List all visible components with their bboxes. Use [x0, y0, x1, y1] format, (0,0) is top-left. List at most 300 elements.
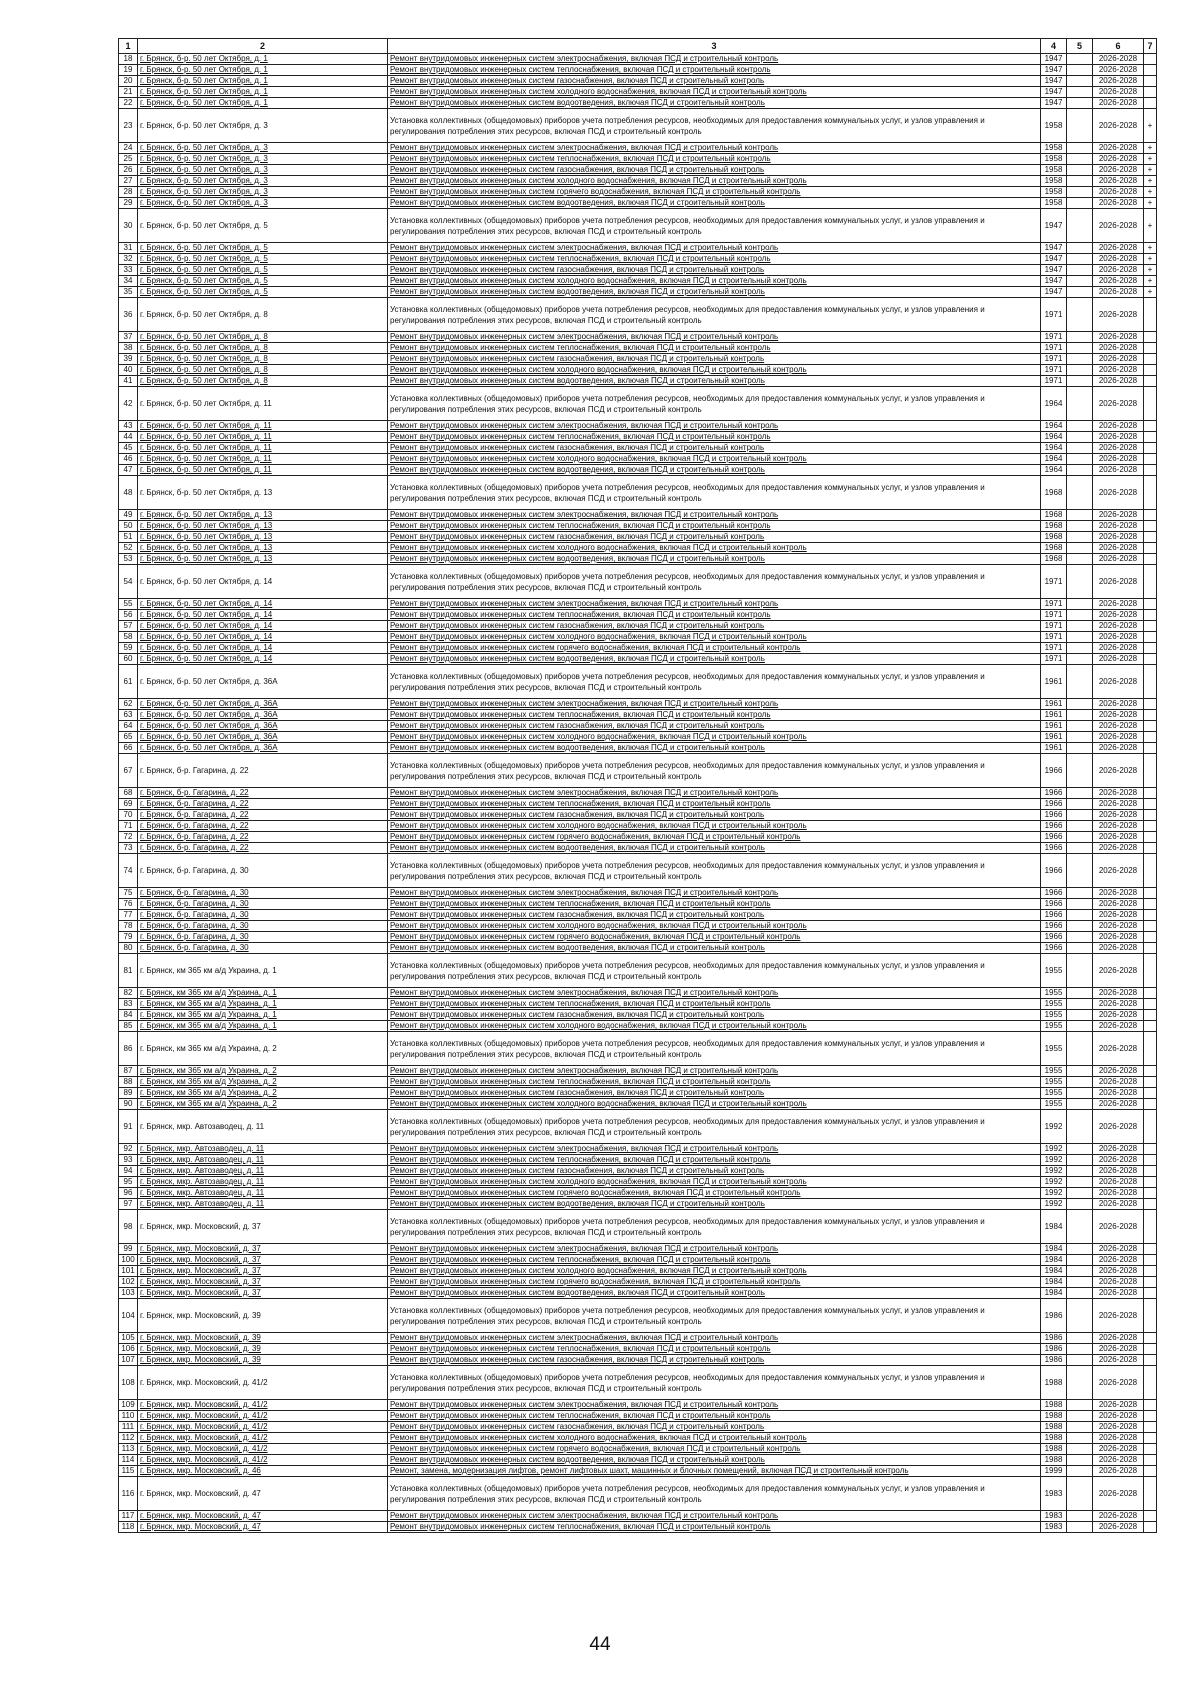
row-number-cell: 21 [119, 87, 138, 98]
address-cell: г. Брянск, б-р. 50 лет Октября, д. 3 [138, 187, 388, 198]
table-row [119, 532, 1157, 543]
col5-value-cell [1067, 554, 1093, 565]
work-description-cell: Ремонт внутридомовых инженерных систем холодного водоснабжения, включая ПСД и строительный контроль [388, 365, 1041, 376]
mark-cell [1144, 1522, 1157, 1533]
work-description-cell: Ремонт внутридомовых инженерных систем горячего водоснабжения, включая ПСД и строительный контроль [388, 932, 1041, 943]
address-cell: г. Брянск, б-р. 50 лет Октября, д. 3 [138, 154, 388, 165]
mark-cell [1144, 1333, 1157, 1344]
build-year-cell: 1968 [1041, 543, 1067, 554]
table-row [119, 1422, 1157, 1433]
table-row [119, 109, 1157, 143]
col5-value-cell [1067, 98, 1093, 109]
address-cell: г. Брянск, б-р. 50 лет Октября, д. 13 [138, 532, 388, 543]
table-row [119, 799, 1157, 810]
table-row [119, 1155, 1157, 1166]
table-row [119, 1411, 1157, 1422]
work-description-cell: Ремонт внутридомовых инженерных систем горячего водоснабжения, включая ПСД и строительный контроль [388, 1188, 1041, 1199]
mark-cell [1144, 1010, 1157, 1021]
work-description-cell: Ремонт внутридомовых инженерных систем водоотведения, включая ПСД и строительный контроль [388, 98, 1041, 109]
col5-value-cell [1067, 1522, 1093, 1533]
row-number-cell: 110 [119, 1411, 138, 1422]
col5-value-cell [1067, 1166, 1093, 1177]
period-cell: 2026-2028 [1093, 432, 1144, 443]
table-row [119, 1355, 1157, 1366]
table-row [119, 76, 1157, 87]
mark-cell [1144, 76, 1157, 87]
work-description-cell: Ремонт внутридомовых инженерных систем водоотведения, включая ПСД и строительный контроль [388, 1199, 1041, 1210]
work-description-cell: Ремонт внутридомовых инженерных систем горячего водоснабжения, включая ПСД и строительный контроль [388, 832, 1041, 843]
mark-cell [1144, 910, 1157, 921]
table-row [119, 476, 1157, 510]
period-cell: 2026-2028 [1093, 1255, 1144, 1266]
build-year-cell: 1947 [1041, 65, 1067, 76]
row-number-cell: 38 [119, 343, 138, 354]
address-cell: г. Брянск, б-р. Гагарина, д. 22 [138, 788, 388, 799]
address-cell: г. Брянск, б-р. 50 лет Октября, д. 3 [138, 176, 388, 187]
address-cell: г. Брянск, б-р. 50 лет Октября, д. 5 [138, 209, 388, 243]
address-cell: г. Брянск, б-р. 50 лет Октября, д. 13 [138, 543, 388, 554]
work-description-cell: Ремонт внутридомовых инженерных систем холодного водоснабжения, включая ПСД и строительный контроль [388, 1266, 1041, 1277]
table-row [119, 1099, 1157, 1110]
row-number-cell: 77 [119, 910, 138, 921]
period-cell: 2026-2028 [1093, 1433, 1144, 1444]
build-year-cell: 1966 [1041, 821, 1067, 832]
period-cell: 2026-2028 [1093, 832, 1144, 843]
row-number-cell: 84 [119, 1010, 138, 1021]
table-row [119, 243, 1157, 254]
build-year-cell: 1964 [1041, 443, 1067, 454]
col5-value-cell [1067, 510, 1093, 521]
mark-cell [1144, 421, 1157, 432]
work-description-cell: Ремонт внутридомовых инженерных систем водоотведения, включая ПСД и строительный контроль [388, 743, 1041, 754]
build-year-cell: 1971 [1041, 610, 1067, 621]
row-number-cell: 47 [119, 465, 138, 476]
row-number-cell: 48 [119, 476, 138, 510]
work-description-cell: Ремонт внутридомовых инженерных систем теплоснабжения, включая ПСД и строительный контроль [388, 1411, 1041, 1422]
period-cell: 2026-2028 [1093, 821, 1144, 832]
work-description-cell: Ремонт внутридомовых инженерных систем холодного водоснабжения, включая ПСД и строительный контроль [388, 1433, 1041, 1444]
row-number-cell: 117 [119, 1511, 138, 1522]
mark-cell [1144, 1099, 1157, 1110]
table-row [119, 209, 1157, 243]
row-number-cell: 56 [119, 610, 138, 621]
row-number-cell: 61 [119, 665, 138, 699]
work-description-cell: Ремонт внутридомовых инженерных систем электроснабжения, включая ПСД и строительный контроль [388, 1144, 1041, 1155]
col5-value-cell [1067, 643, 1093, 654]
build-year-cell: 1947 [1041, 265, 1067, 276]
period-cell: 2026-2028 [1093, 665, 1144, 699]
build-year-cell: 1964 [1041, 432, 1067, 443]
work-description-cell: Ремонт внутридомовых инженерных систем водоотведения, включая ПСД и строительный контроль [388, 1288, 1041, 1299]
col5-value-cell [1067, 932, 1093, 943]
build-year-cell: 1992 [1041, 1155, 1067, 1166]
mark-cell: + [1144, 287, 1157, 298]
mark-cell [1144, 1032, 1157, 1066]
build-year-cell: 1986 [1041, 1299, 1067, 1333]
address-cell: г. Брянск, мкр. Автозаводец, д. 11 [138, 1155, 388, 1166]
build-year-cell: 1966 [1041, 899, 1067, 910]
col5-value-cell [1067, 888, 1093, 899]
mark-cell: + [1144, 187, 1157, 198]
address-cell: г. Брянск, б-р. 50 лет Октября, д. 36А [138, 665, 388, 699]
address-cell: г. Брянск, б-р. Гагарина, д. 22 [138, 821, 388, 832]
table-row [119, 632, 1157, 643]
row-number-cell: 70 [119, 810, 138, 821]
address-cell: г. Брянск, б-р. 50 лет Октября, д. 14 [138, 610, 388, 621]
period-cell: 2026-2028 [1093, 1021, 1144, 1032]
row-number-cell: 98 [119, 1210, 138, 1244]
row-number-cell: 89 [119, 1088, 138, 1099]
work-description-cell: Установка коллективных (общедомовых) приборов учета потребления ресурсов, необходимых для предоставления коммунальных услуг, и узлов управления и регулирования потребления этих ресурсов, включая ПСД и строительный контроль [388, 298, 1041, 332]
period-cell: 2026-2028 [1093, 1199, 1144, 1210]
table-row [119, 599, 1157, 610]
period-cell: 2026-2028 [1093, 532, 1144, 543]
mark-cell [1144, 1210, 1157, 1244]
row-number-cell: 66 [119, 743, 138, 754]
period-cell: 2026-2028 [1093, 643, 1144, 654]
build-year-cell: 1992 [1041, 1188, 1067, 1199]
col5-value-cell [1067, 1210, 1093, 1244]
mark-cell [1144, 710, 1157, 721]
period-cell: 2026-2028 [1093, 76, 1144, 87]
table-row [119, 788, 1157, 799]
address-cell: г. Брянск, мкр. Московский, д. 41/2 [138, 1433, 388, 1444]
row-number-cell: 60 [119, 654, 138, 665]
build-year-cell: 1958 [1041, 198, 1067, 209]
mark-cell [1144, 788, 1157, 799]
work-description-cell: Ремонт внутридомовых инженерных систем теплоснабжения, включая ПСД и строительный контроль [388, 154, 1041, 165]
build-year-cell: 1988 [1041, 1366, 1067, 1400]
works-table-container [118, 38, 1156, 1533]
row-number-cell: 69 [119, 799, 138, 810]
work-description-cell: Ремонт внутридомовых инженерных систем электроснабжения, включая ПСД и строительный контроль [388, 788, 1041, 799]
address-cell: г. Брянск, б-р. 50 лет Октября, д. 11 [138, 443, 388, 454]
col5-value-cell [1067, 610, 1093, 621]
col5-value-cell [1067, 1466, 1093, 1477]
address-cell: г. Брянск, мкр. Московский, д. 37 [138, 1255, 388, 1266]
build-year-cell: 1955 [1041, 999, 1067, 1010]
row-number-cell: 55 [119, 599, 138, 610]
period-cell: 2026-2028 [1093, 1299, 1144, 1333]
row-number-cell: 26 [119, 165, 138, 176]
address-cell: г. Брянск, б-р. 50 лет Октября, д. 8 [138, 354, 388, 365]
row-number-cell: 95 [119, 1177, 138, 1188]
col5-value-cell [1067, 1433, 1093, 1444]
col5-value-cell [1067, 1177, 1093, 1188]
period-cell: 2026-2028 [1093, 799, 1144, 810]
period-cell: 2026-2028 [1093, 854, 1144, 888]
period-cell: 2026-2028 [1093, 699, 1144, 710]
period-cell: 2026-2028 [1093, 1344, 1144, 1355]
work-description-cell: Ремонт внутридомовых инженерных систем газоснабжения, включая ПСД и строительный контроль [388, 532, 1041, 543]
table-row [119, 543, 1157, 554]
address-cell: г. Брянск, б-р. 50 лет Октября, д. 14 [138, 621, 388, 632]
row-number-cell: 29 [119, 198, 138, 209]
address-cell: г. Брянск, б-р. Гагарина, д. 22 [138, 832, 388, 843]
work-description-cell: Ремонт внутридомовых инженерных систем электроснабжения, включая ПСД и строительный контроль [388, 421, 1041, 432]
table-row [119, 1400, 1157, 1411]
work-description-cell: Ремонт внутридомовых инженерных систем газоснабжения, включая ПСД и строительный контроль [388, 1010, 1041, 1021]
build-year-cell: 1964 [1041, 421, 1067, 432]
build-year-cell: 1992 [1041, 1144, 1067, 1155]
table-row [119, 999, 1157, 1010]
period-cell: 2026-2028 [1093, 54, 1144, 65]
mark-cell [1144, 954, 1157, 988]
table-row [119, 1344, 1157, 1355]
address-cell: г. Брянск, б-р. 50 лет Октября, д. 1 [138, 65, 388, 76]
work-description-cell: Ремонт внутридомовых инженерных систем газоснабжения, включая ПСД и строительный контроль [388, 76, 1041, 87]
address-cell: г. Брянск, б-р. 50 лет Октября, д. 8 [138, 332, 388, 343]
build-year-cell: 1947 [1041, 287, 1067, 298]
row-number-cell: 63 [119, 710, 138, 721]
build-year-cell: 1971 [1041, 565, 1067, 599]
address-cell: г. Брянск, б-р. 50 лет Октября, д. 5 [138, 254, 388, 265]
period-cell: 2026-2028 [1093, 465, 1144, 476]
work-description-cell: Ремонт внутридомовых инженерных систем водоотведения, включая ПСД и строительный контроль [388, 554, 1041, 565]
table-row [119, 1066, 1157, 1077]
work-description-cell: Ремонт внутридомовых инженерных систем электроснабжения, включая ПСД и строительный контроль [388, 1244, 1041, 1255]
mark-cell: + [1144, 165, 1157, 176]
period-cell: 2026-2028 [1093, 788, 1144, 799]
work-description-cell: Ремонт внутридомовых инженерных систем водоотведения, включая ПСД и строительный контроль [388, 843, 1041, 854]
build-year-cell: 1984 [1041, 1244, 1067, 1255]
work-description-cell: Ремонт внутридомовых инженерных систем электроснабжения, включая ПСД и строительный контроль [388, 1066, 1041, 1077]
build-year-cell: 1955 [1041, 1021, 1067, 1032]
address-cell: г. Брянск, мкр. Автозаводец, д. 11 [138, 1199, 388, 1210]
col5-value-cell [1067, 1344, 1093, 1355]
build-year-cell: 1971 [1041, 621, 1067, 632]
address-cell: г. Брянск, б-р. 50 лет Октября, д. 3 [138, 109, 388, 143]
col5-value-cell [1067, 910, 1093, 921]
address-cell: г. Брянск, мкр. Автозаводец, д. 11 [138, 1177, 388, 1188]
table-row [119, 65, 1157, 76]
build-year-cell: 1984 [1041, 1288, 1067, 1299]
col5-value-cell [1067, 632, 1093, 643]
row-number-cell: 37 [119, 332, 138, 343]
row-number-cell: 100 [119, 1255, 138, 1266]
col5-value-cell [1067, 654, 1093, 665]
build-year-cell: 1988 [1041, 1422, 1067, 1433]
col5-value-cell [1067, 899, 1093, 910]
row-number-cell: 50 [119, 521, 138, 532]
build-year-cell: 1947 [1041, 87, 1067, 98]
mark-cell [1144, 743, 1157, 754]
period-cell: 2026-2028 [1093, 899, 1144, 910]
row-number-cell: 106 [119, 1344, 138, 1355]
table-row [119, 621, 1157, 632]
work-description-cell: Ремонт внутридомовых инженерных систем теплоснабжения, включая ПСД и строительный контроль [388, 521, 1041, 532]
address-cell: г. Брянск, б-р. Гагарина, д. 22 [138, 843, 388, 854]
table-row [119, 1288, 1157, 1299]
table-row [119, 365, 1157, 376]
col5-value-cell [1067, 754, 1093, 788]
build-year-cell: 1947 [1041, 98, 1067, 109]
col5-value-cell [1067, 432, 1093, 443]
build-year-cell: 1955 [1041, 1099, 1067, 1110]
col5-value-cell [1067, 832, 1093, 843]
col5-value-cell [1067, 1277, 1093, 1288]
period-cell: 2026-2028 [1093, 87, 1144, 98]
work-description-cell: Ремонт внутридомовых инженерных систем электроснабжения, включая ПСД и строительный контроль [388, 143, 1041, 154]
mark-cell [1144, 1066, 1157, 1077]
build-year-cell: 1999 [1041, 1466, 1067, 1477]
address-cell: г. Брянск, б-р. 50 лет Октября, д. 11 [138, 387, 388, 421]
address-cell: г. Брянск, мкр. Московский, д. 37 [138, 1288, 388, 1299]
mark-cell: + [1144, 265, 1157, 276]
period-cell: 2026-2028 [1093, 421, 1144, 432]
table-row [119, 254, 1157, 265]
address-cell: г. Брянск, км 365 км а/д Украина, д. 2 [138, 1032, 388, 1066]
table-row [119, 754, 1157, 788]
mark-cell [1144, 1277, 1157, 1288]
row-number-cell: 54 [119, 565, 138, 599]
period-cell: 2026-2028 [1093, 1444, 1144, 1455]
row-number-cell: 102 [119, 1277, 138, 1288]
address-cell: г. Брянск, мкр. Московский, д. 37 [138, 1244, 388, 1255]
table-row [119, 810, 1157, 821]
mark-cell [1144, 1444, 1157, 1455]
col5-value-cell [1067, 988, 1093, 999]
table-row [119, 1466, 1157, 1477]
mark-cell: + [1144, 154, 1157, 165]
mark-cell [1144, 1422, 1157, 1433]
mark-cell [1144, 1177, 1157, 1188]
work-description-cell: Ремонт внутридомовых инженерных систем теплоснабжения, включая ПСД и строительный контроль [388, 65, 1041, 76]
period-cell: 2026-2028 [1093, 1210, 1144, 1244]
mark-cell [1144, 1411, 1157, 1422]
period-cell: 2026-2028 [1093, 732, 1144, 743]
work-description-cell: Ремонт внутридомовых инженерных систем горячего водоснабжения, включая ПСД и строительный контроль [388, 1277, 1041, 1288]
build-year-cell: 1971 [1041, 632, 1067, 643]
work-description-cell: Ремонт внутридомовых инженерных систем электроснабжения, включая ПСД и строительный контроль [388, 699, 1041, 710]
address-cell: г. Брянск, б-р. 50 лет Октября, д. 13 [138, 510, 388, 521]
address-cell: г. Брянск, б-р. 50 лет Октября, д. 11 [138, 432, 388, 443]
table-row [119, 1455, 1157, 1466]
col5-value-cell [1067, 1266, 1093, 1277]
col5-value-cell [1067, 1077, 1093, 1088]
work-description-cell: Ремонт внутридомовых инженерных систем горячего водоснабжения, включая ПСД и строительный контроль [388, 187, 1041, 198]
row-number-cell: 87 [119, 1066, 138, 1077]
mark-cell [1144, 832, 1157, 843]
mark-cell [1144, 565, 1157, 599]
table-row [119, 298, 1157, 332]
table-row [119, 343, 1157, 354]
build-year-cell: 1968 [1041, 510, 1067, 521]
col5-value-cell [1067, 198, 1093, 209]
address-cell: г. Брянск, б-р. 50 лет Октября, д. 11 [138, 465, 388, 476]
build-year-cell: 1988 [1041, 1400, 1067, 1411]
build-year-cell: 1961 [1041, 710, 1067, 721]
work-description-cell: Ремонт внутридомовых инженерных систем теплоснабжения, включая ПСД и строительный контроль [388, 1155, 1041, 1166]
col5-value-cell [1067, 799, 1093, 810]
col5-value-cell [1067, 65, 1093, 76]
period-cell: 2026-2028 [1093, 109, 1144, 143]
period-cell: 2026-2028 [1093, 1032, 1144, 1066]
col5-value-cell [1067, 1155, 1093, 1166]
row-number-cell: 34 [119, 276, 138, 287]
table-row [119, 465, 1157, 476]
period-cell: 2026-2028 [1093, 1400, 1144, 1411]
build-year-cell: 1968 [1041, 532, 1067, 543]
period-cell: 2026-2028 [1093, 1288, 1144, 1299]
period-cell: 2026-2028 [1093, 1355, 1144, 1366]
col5-value-cell [1067, 287, 1093, 298]
col5-value-cell [1067, 365, 1093, 376]
build-year-cell: 1961 [1041, 721, 1067, 732]
row-number-cell: 57 [119, 621, 138, 632]
row-number-cell: 116 [119, 1477, 138, 1511]
row-number-cell: 59 [119, 643, 138, 654]
col5-value-cell [1067, 209, 1093, 243]
col5-value-cell [1067, 1199, 1093, 1210]
period-cell: 2026-2028 [1093, 276, 1144, 287]
address-cell: г. Брянск, мкр. Московский, д. 39 [138, 1299, 388, 1333]
mark-cell [1144, 632, 1157, 643]
work-description-cell: Ремонт внутридомовых инженерных систем электроснабжения, включая ПСД и строительный контроль [388, 1333, 1041, 1344]
address-cell: г. Брянск, б-р. Гагарина, д. 30 [138, 854, 388, 888]
table-row [119, 421, 1157, 432]
table-row [119, 1433, 1157, 1444]
work-description-cell: Ремонт внутридомовых инженерных систем холодного водоснабжения, включая ПСД и строительный контроль [388, 1021, 1041, 1032]
table-row [119, 176, 1157, 187]
mark-cell [1144, 665, 1157, 699]
row-number-cell: 40 [119, 365, 138, 376]
col5-value-cell [1067, 1366, 1093, 1400]
address-cell: г. Брянск, мкр. Московский, д. 39 [138, 1333, 388, 1344]
row-number-cell: 112 [119, 1433, 138, 1444]
work-description-cell: Ремонт внутридомовых инженерных систем холодного водоснабжения, включая ПСД и строительный контроль [388, 821, 1041, 832]
address-cell: г. Брянск, б-р. 50 лет Октября, д. 14 [138, 643, 388, 654]
mark-cell: + [1144, 254, 1157, 265]
col5-value-cell [1067, 421, 1093, 432]
period-cell: 2026-2028 [1093, 1088, 1144, 1099]
row-number-cell: 81 [119, 954, 138, 988]
mark-cell: + [1144, 176, 1157, 187]
table-row [119, 287, 1157, 298]
table-row [119, 154, 1157, 165]
row-number-cell: 111 [119, 1422, 138, 1433]
period-cell: 2026-2028 [1093, 999, 1144, 1010]
build-year-cell: 1984 [1041, 1210, 1067, 1244]
address-cell: г. Брянск, мкр. Московский, д. 37 [138, 1210, 388, 1244]
work-description-cell: Установка коллективных (общедомовых) приборов учета потребления ресурсов, необходимых для предоставления коммунальных услуг, и узлов управления и регулирования потребления этих ресурсов, включая ПСД и строительный контроль [388, 1110, 1041, 1144]
table-row [119, 1244, 1157, 1255]
period-cell: 2026-2028 [1093, 1244, 1144, 1255]
work-description-cell: Ремонт внутридомовых инженерных систем газоснабжения, включая ПСД и строительный контроль [388, 265, 1041, 276]
table-row [119, 1255, 1157, 1266]
period-cell: 2026-2028 [1093, 599, 1144, 610]
build-year-cell: 1947 [1041, 76, 1067, 87]
work-description-cell: Ремонт внутридомовых инженерных систем электроснабжения, включая ПСД и строительный контроль [388, 510, 1041, 521]
mark-cell [1144, 599, 1157, 610]
build-year-cell: 1947 [1041, 254, 1067, 265]
address-cell: г. Брянск, мкр. Автозаводец, д. 11 [138, 1110, 388, 1144]
mark-cell [1144, 387, 1157, 421]
build-year-cell: 1966 [1041, 921, 1067, 932]
col5-value-cell [1067, 354, 1093, 365]
row-number-cell: 88 [119, 1077, 138, 1088]
address-cell: г. Брянск, б-р. 50 лет Октября, д. 3 [138, 165, 388, 176]
row-number-cell: 68 [119, 788, 138, 799]
work-description-cell: Установка коллективных (общедомовых) приборов учета потребления ресурсов, необходимых для предоставления коммунальных услуг, и узлов управления и регулирования потребления этих ресурсов, включая ПСД и строительный контроль [388, 1477, 1041, 1511]
period-cell: 2026-2028 [1093, 287, 1144, 298]
table-row [119, 143, 1157, 154]
work-description-cell: Установка коллективных (общедомовых) приборов учета потребления ресурсов, необходимых для предоставления коммунальных услуг, и узлов управления и регулирования потребления этих ресурсов, включая ПСД и строительный контроль [388, 1032, 1041, 1066]
period-cell: 2026-2028 [1093, 721, 1144, 732]
table-row [119, 1444, 1157, 1455]
period-cell: 2026-2028 [1093, 1110, 1144, 1144]
address-cell: г. Брянск, мкр. Московский, д. 47 [138, 1522, 388, 1533]
